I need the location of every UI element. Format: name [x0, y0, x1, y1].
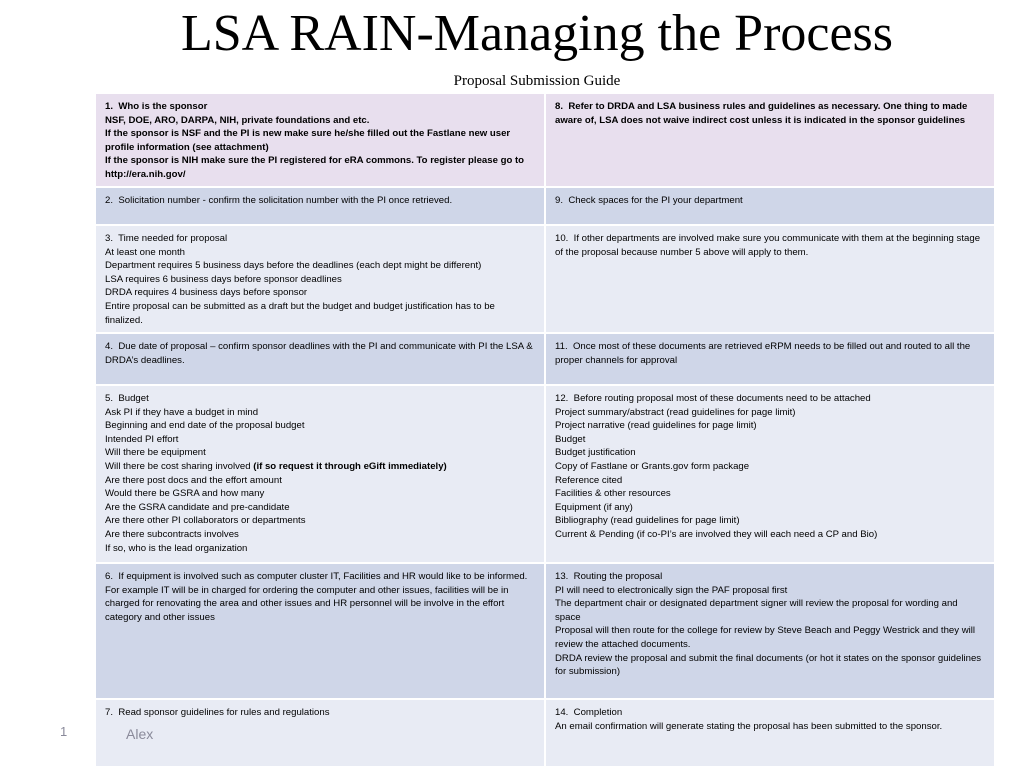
step-cell-right	[545, 225, 995, 333]
step-text: Are there other PI collaborators or departments	[105, 515, 306, 527]
table-row	[95, 385, 995, 563]
step-text: Entire proposal can be submitted as a draft but the budget and budget justification has to be finalized.	[105, 300, 498, 326]
step-text-line	[105, 286, 535, 300]
step-text-line	[105, 528, 535, 542]
step-cell-right	[545, 333, 995, 385]
step-text: Project summary/abstract (read guidelines for page limit)	[555, 406, 796, 418]
step-text-line	[555, 474, 985, 488]
step-cell-right	[545, 563, 995, 699]
guide-table	[94, 92, 996, 768]
step-text-line	[105, 501, 535, 515]
step-text-line	[105, 570, 535, 624]
step-text-line	[105, 127, 535, 154]
step-text: Facilities & other resources	[555, 488, 671, 500]
step-text: Will there be cost sharing involved	[105, 460, 254, 472]
step-text-line	[105, 514, 535, 528]
step-cell-left	[95, 93, 545, 187]
guide-table-body	[95, 93, 995, 767]
step-text: DRDA review the proposal and submit the final documents (or hot it states on the sponsor guidelines for submission)	[555, 652, 984, 678]
step-text-line	[105, 232, 535, 246]
step-text-line	[555, 232, 985, 259]
step-text-line	[105, 340, 535, 367]
step-text: Are the GSRA candidate and pre-candidate	[105, 501, 290, 513]
step-text: Intended PI effort	[105, 433, 179, 445]
step-text-emphasis: (if so request it through eGift immediately)	[253, 460, 447, 472]
step-text: Ask PI if they have a budget in mind	[105, 406, 259, 418]
step-text-line	[555, 528, 985, 542]
step-text-line	[555, 501, 985, 515]
step-text-line	[555, 570, 985, 584]
step-cell-left	[95, 563, 545, 699]
step-text: Will there be equipment	[105, 447, 206, 459]
table-row	[95, 225, 995, 333]
step-cell-left	[95, 699, 545, 767]
step-text-line	[555, 460, 985, 474]
step-text-line	[105, 194, 535, 208]
step-text: 11. Once most of these documents are retrieved eRPM needs to be filled out and routed to all the proper channels for approval	[555, 341, 973, 366]
step-text-line	[105, 542, 535, 556]
step-text-line	[555, 406, 985, 420]
step-text: Budget justification	[555, 447, 636, 459]
step-text-line	[555, 597, 985, 624]
step-text: 4. Due date of proposal – confirm sponsor deadlines with the PI and communicate with PI the LSA & DRDA’s deadlines.	[105, 341, 536, 366]
step-text: Budget	[555, 433, 586, 445]
step-cell-left	[95, 333, 545, 385]
step-text-line	[105, 100, 535, 114]
page-title: LSA RAIN-Managing the Process	[180, 5, 894, 62]
step-cell-right	[545, 187, 995, 225]
table-row	[95, 333, 995, 385]
table-row	[95, 187, 995, 225]
table-row	[95, 93, 995, 187]
step-text-line	[105, 706, 535, 720]
step-cell-right	[545, 93, 995, 187]
step-text: DRDA requires 4 business days before sponsor	[105, 287, 308, 299]
step-cell-left	[95, 385, 545, 563]
step-text-line	[555, 446, 985, 460]
step-text: 7. Read sponsor guidelines for rules and regulations	[105, 707, 330, 718]
step-text-line	[555, 624, 985, 651]
step-text: LSA requires 6 business days before sponsor deadlines	[105, 273, 342, 285]
step-text: 3. Time needed for proposal	[105, 233, 228, 244]
step-text-line	[105, 154, 535, 181]
step-text: 9. Check spaces for the PI your department	[555, 195, 743, 206]
step-text-line	[555, 652, 985, 679]
step-text-line	[555, 419, 985, 433]
step-text-line	[555, 487, 985, 501]
page-subtitle: Proposal Submission Guide	[453, 73, 621, 89]
step-text-line	[555, 340, 985, 367]
step-text: An email confirmation will generate stating the proposal has been submitted to the sponsor.	[555, 720, 943, 732]
step-text: Equipment (if any)	[555, 501, 633, 513]
step-text: 10. If other departments are involved make sure you communicate with them at the beginning stage of the proposal because number 5 above will apply to them.	[555, 233, 983, 258]
step-text-line	[105, 114, 535, 128]
step-text: Bibliography (read guidelines for page limit)	[555, 515, 740, 527]
step-text: 6. If equipment is involved such as computer cluster IT, Facilities and HR would like to be informed. For example IT will be in charged for ordering the computer and other issues, facilities will be in charged for renovating the area and other issues and HR personnel will be involve in the effort category and other issues	[105, 571, 530, 623]
step-cell-left	[95, 187, 545, 225]
step-text: Are there post docs and the effort amount	[105, 474, 282, 486]
step-text: Would there be GSRA and how many	[105, 488, 265, 500]
step-text-line	[105, 419, 535, 433]
step-text: Project narrative (read guidelines for page limit)	[555, 420, 757, 432]
step-text: 2. Solicitation number - confirm the solicitation number with the PI once retrieved.	[105, 195, 453, 206]
table-row	[95, 699, 995, 767]
step-text: At least one month	[105, 246, 185, 258]
step-text-line	[105, 474, 535, 488]
step-text-line	[555, 194, 985, 208]
step-text: Are there subcontracts involves	[105, 528, 239, 540]
slide-number: 1	[60, 724, 68, 739]
table-row	[95, 563, 995, 699]
step-text-line	[105, 433, 535, 447]
step-cell-left	[95, 225, 545, 333]
step-text: If the sponsor is NIH make sure the PI registered for eRA commons. To register please go to http://era.nih.gov/	[105, 155, 527, 180]
step-text-line	[105, 460, 535, 474]
step-text-line	[555, 706, 985, 720]
step-text-line	[555, 100, 985, 127]
step-text-line	[555, 514, 985, 528]
step-text: 8. Refer to DRDA and LSA business rules and guidelines as necessary. One thing to made aware of, LSA does not waive indirect cost unless it is indicated in the sponsor guidelines	[555, 101, 970, 126]
step-text-line	[105, 246, 535, 260]
step-text: The department chair or designated department signer will review the proposal for wording and space	[555, 598, 961, 623]
step-text-line	[555, 392, 985, 406]
step-text-line	[105, 300, 535, 327]
step-text: Proposal will then route for the college for review by Steve Beach and Peggy Westrick and they will review the attached documents.	[555, 625, 978, 650]
step-text: 13. Routing the proposal	[555, 571, 663, 582]
step-text-line	[105, 392, 535, 406]
step-text-line	[105, 273, 535, 287]
step-text-line	[555, 720, 985, 734]
step-text-line	[555, 433, 985, 447]
step-text: 1. Who is the sponsor	[105, 101, 208, 112]
step-text: If the sponsor is NSF and the PI is new make sure he/she filled out the Fastlane new user profile information (see attachment)	[105, 128, 513, 153]
step-text: Copy of Fastlane or Grants.gov form package	[555, 460, 750, 472]
step-text: 12. Before routing proposal most of these documents need to be attached	[555, 393, 871, 404]
step-text: 5. Budget	[105, 393, 149, 404]
step-text: Current & Pending (if co-PI’s are involved they will each need a CP and Bio)	[555, 528, 878, 540]
step-text-line	[555, 584, 985, 598]
step-text: Department requires 5 business days before the deadlines (each dept might be different)	[105, 260, 482, 272]
step-cell-right	[545, 385, 995, 563]
step-text: PI will need to electronically sign the PAF proposal first	[555, 584, 788, 596]
step-text: Beginning and end date of the proposal budget	[105, 420, 305, 432]
step-text-line	[105, 446, 535, 460]
step-text-line	[105, 259, 535, 273]
step-text: Reference cited	[555, 474, 623, 486]
step-text-line	[105, 487, 535, 501]
footer-author: Alex	[126, 726, 154, 742]
step-text: NSF, DOE, ARO, DARPA, NIH, private foundations and etc.	[105, 114, 370, 126]
step-text: 14. Completion	[555, 707, 623, 718]
step-text: If so, who is the lead organization	[105, 542, 248, 554]
step-text-line	[105, 406, 535, 420]
step-cell-right	[545, 699, 995, 767]
